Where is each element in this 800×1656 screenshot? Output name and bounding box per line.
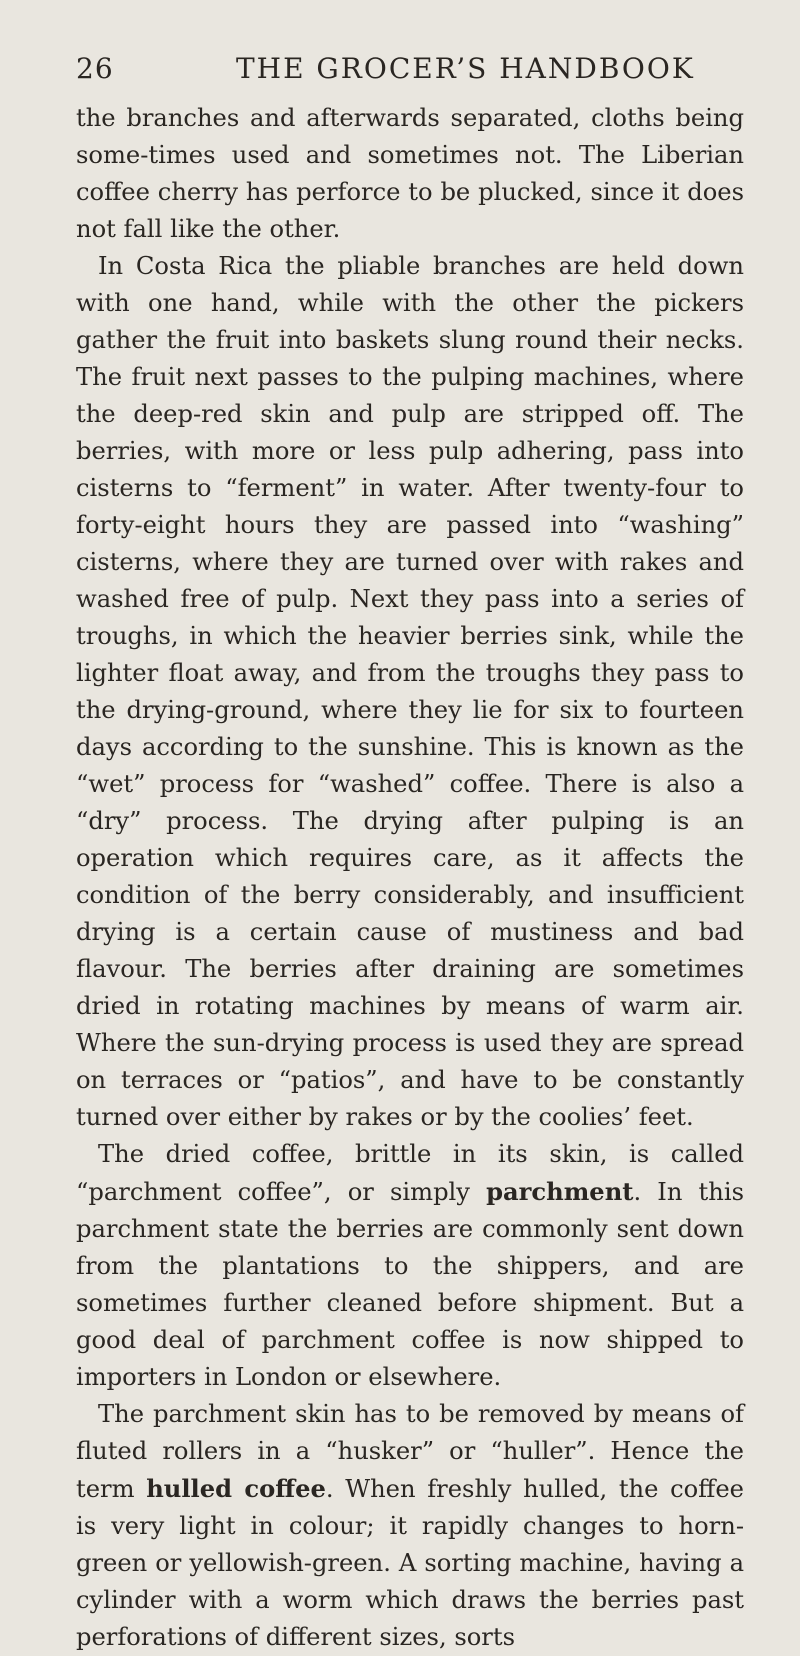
paragraph-4 xyxy=(76,1396,744,1656)
body-text xyxy=(76,100,744,1656)
paragraph-3 xyxy=(76,1136,744,1396)
paragraph-text: The dried coffee, brittle in its skin, is called “parchment coffee”, or simply xyxy=(76,1140,744,1206)
paragraph-1 xyxy=(76,100,744,248)
paragraph-text: . When freshly hulled, the coffee is very light in colour; it rapidly changes to horn-green or yellowish-green. A sorting machine, having a cylinder with a worm which draws the berries past perforations of different sizes, sorts xyxy=(76,1475,744,1651)
paragraph-text: the branches and afterwards separated, cloths being some-times used and sometimes not. The Liberian coffee cherry has perforce to be plucked, since it does not fall like the other. xyxy=(76,104,744,243)
paragraph-text: In Costa Rica the pliable branches are held down with one hand, while with the other the pickers gather the fruit into baskets slung round their necks. The fruit next passes to the pulping machines, where the deep-red skin and pulp are stripped off. The berries, with more or less pulp adhering, pass into cisterns to “ferment” in water. After twenty-four to forty-eight hours they are passed into “washing” cisterns, where they are turned over with rakes and washed free of pulp. Next they pass into a series of troughs, in which the heavier berries sink, while the lighter float away, and from the troughs they pass to the drying-ground, where they lie for six to fourteen days according to the sunshine. This is known as the “wet” process for “washed” coffee. There is also a “dry” process. The drying after pulping is an operation which requires care, as it affects the condition of the berry considerably, and insufficient drying is a certain cause of mustiness and bad flavour. The berries after draining are sometimes dried in rotating machines by means of warm air. Where the sun-drying process is used they are spread on terraces or “patios”, and have to be constantly turned over either by rakes or by the coolies’ feet. xyxy=(76,252,744,1131)
paragraph-text: The parchment skin has to be removed by means of fluted rollers in a “husker” or “huller”. Hence the term xyxy=(76,1400,744,1503)
paragraph-text: . In this parchment state the berries are commonly sent down from the plantations to the shippers, and are sometimes further cleaned before shipment. But a good deal of parchment coffee is now shipped to importers in London or elsewhere. xyxy=(76,1178,744,1391)
running-head xyxy=(76,52,744,88)
running-title: THE GROCER’S HANDBOOK xyxy=(236,52,695,85)
bold-term-hulled-coffee: hulled coffee xyxy=(146,1474,326,1503)
page-number: 26 xyxy=(76,52,114,85)
bold-term-parchment: parchment xyxy=(486,1177,634,1206)
paragraph-2 xyxy=(76,248,744,1136)
